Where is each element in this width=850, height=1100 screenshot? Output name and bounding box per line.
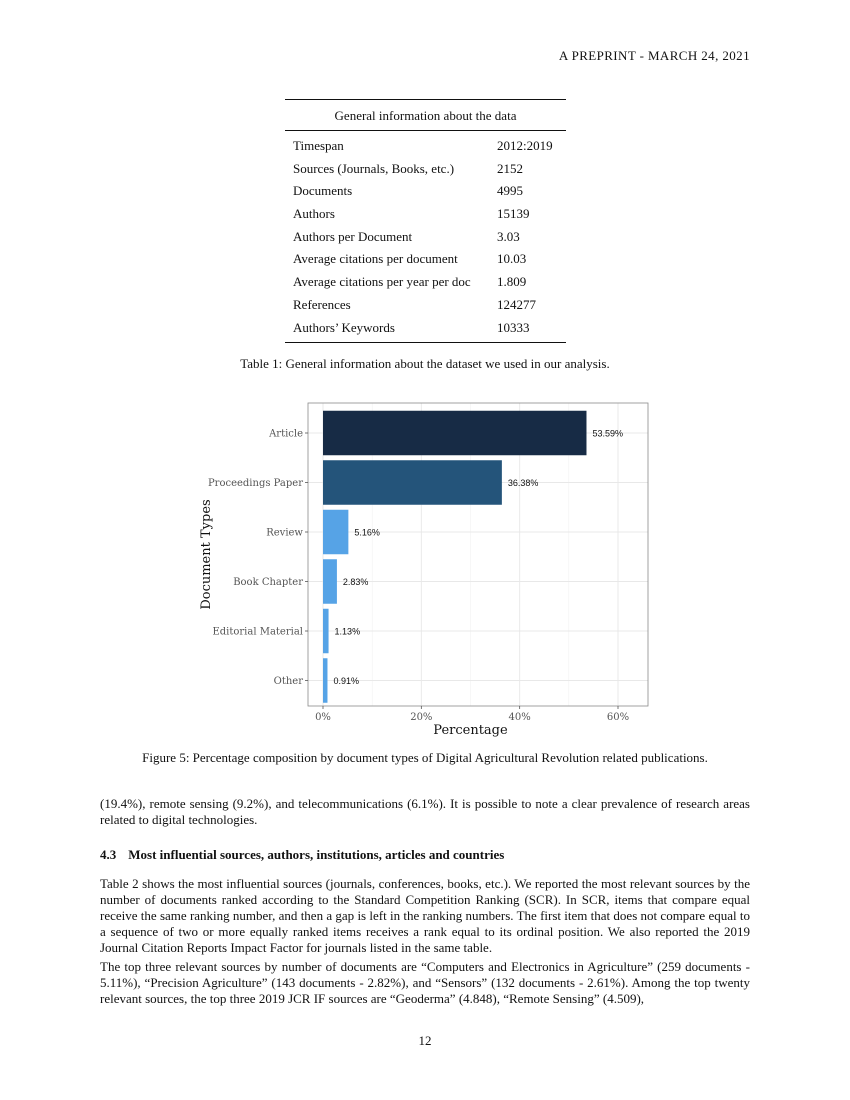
y-axis-title: Document Types — [199, 499, 214, 610]
bar-other — [323, 658, 327, 703]
y-tick-label: Book Chapter — [233, 577, 303, 588]
table-row-value: 15139 — [497, 206, 530, 222]
table-row — [285, 317, 566, 340]
table-row-value: 2012:2019 — [497, 138, 553, 153]
table-row — [285, 271, 566, 294]
table-row-label: Documents — [293, 183, 353, 199]
bar-article — [323, 411, 586, 456]
table-row-value: 124277 — [497, 296, 536, 312]
table-row-value: 1.809 — [497, 274, 527, 290]
data-label: 5.16% — [354, 527, 380, 538]
data-label: 2.83% — [342, 577, 369, 587]
y-tick-label: Other — [273, 676, 303, 687]
table-row-value: 10333 — [497, 319, 530, 335]
document-types-chart — [190, 395, 660, 743]
figure-caption: Figure 5: Percentage composition by document types of Digital Agricultural Revolution related publications. — [142, 750, 708, 765]
x-axis-title: Percentage — [433, 723, 508, 738]
x-tick-label: 60% — [606, 712, 630, 723]
table-row-label: Authors per Document — [293, 228, 413, 244]
general-info-table — [285, 99, 566, 343]
section-heading — [100, 847, 504, 863]
table-title: General information about the data — [285, 100, 566, 131]
table-row-value: 10.03 — [497, 251, 527, 267]
table-row-value: 3.03 — [497, 228, 520, 244]
table-row-label: References — [293, 296, 351, 312]
y-tick-label: Article — [269, 428, 303, 440]
data-label: 36.38% — [507, 478, 539, 488]
table-row — [285, 180, 566, 203]
x-tick-label: 0% — [315, 712, 331, 723]
table-row-label: Average citations per year per doc — [293, 274, 471, 290]
table-row-label: Authors — [293, 206, 335, 222]
table-row — [285, 226, 566, 249]
table-row — [285, 203, 566, 226]
data-label: 53.59% — [592, 428, 624, 439]
table-row — [285, 294, 566, 317]
y-tick-label: Proceedings Paper — [207, 478, 303, 489]
data-label: 1.13% — [334, 626, 361, 637]
x-tick-label: 20% — [410, 712, 433, 723]
table-row-label: Timespan — [293, 138, 344, 153]
table-body — [285, 131, 566, 342]
bar-editorial-material — [323, 609, 329, 654]
table-row — [285, 135, 566, 158]
section-number: 4.3 — [100, 847, 117, 862]
bar-review — [323, 510, 348, 555]
table-caption: Table 1: General information about the dataset we used in our analysis. — [240, 356, 610, 371]
data-label: 0.91% — [333, 676, 360, 686]
body-paragraph-1: (19.4%), remote sensing (9.2%), and telecommunications (6.1%). It is possible to note a clear prevalence of research areas related to digital technologies. — [100, 796, 750, 827]
table-row-value: 2152 — [497, 160, 523, 176]
section-title: Most influential sources, authors, institutions, articles and countries — [128, 847, 505, 862]
table-row-value: 4995 — [497, 183, 523, 199]
table-row-label: Sources (Journals, Books, etc.) — [293, 160, 455, 176]
body-paragraph-2: Table 2 shows the most influential sources (journals, conferences, books, etc.). We reported the most relevant sources by the number of documents ranked according to the Standard Competition Ranking (SCR). In SCR, items that compare equal receive the same ranking number, and then a gap is left in the ranking numbers. The first item that does not compare equal to a sequence of two or more equally ranked items receives a rank equal to its ordinal position. We also reported the 2019 Journal Citation Reports Impact Factor for journals listed in the same table. — [100, 876, 750, 955]
page-number: 12 — [418, 1033, 432, 1048]
table-row-label: Authors’ Keywords — [293, 319, 395, 335]
table-row-label: Average citations per document — [293, 251, 458, 267]
bar-book-chapter — [323, 559, 337, 604]
table-row — [285, 248, 566, 271]
y-tick-label: Editorial Material — [212, 626, 303, 638]
bar-proceedings-paper — [323, 460, 502, 505]
table-row — [285, 158, 566, 181]
running-header: A PREPRINT - MARCH 24, 2021 — [558, 48, 750, 63]
x-tick-label: 40% — [508, 712, 531, 723]
body-paragraph-3: The top three relevant sources by number of documents are “Computers and Electronics in Agriculture” (259 documents - 5.11%), “Precision Agriculture” (143 documents - 2.82%), and “Sensors” (132 documents - 2.61%). Among the top twenty relevant sources, the top three 2019 JCR IF sources are “Geoderma” (4.848), “Remote Sensing” (4.509), — [100, 959, 750, 1006]
y-tick-label: Review — [266, 527, 303, 539]
